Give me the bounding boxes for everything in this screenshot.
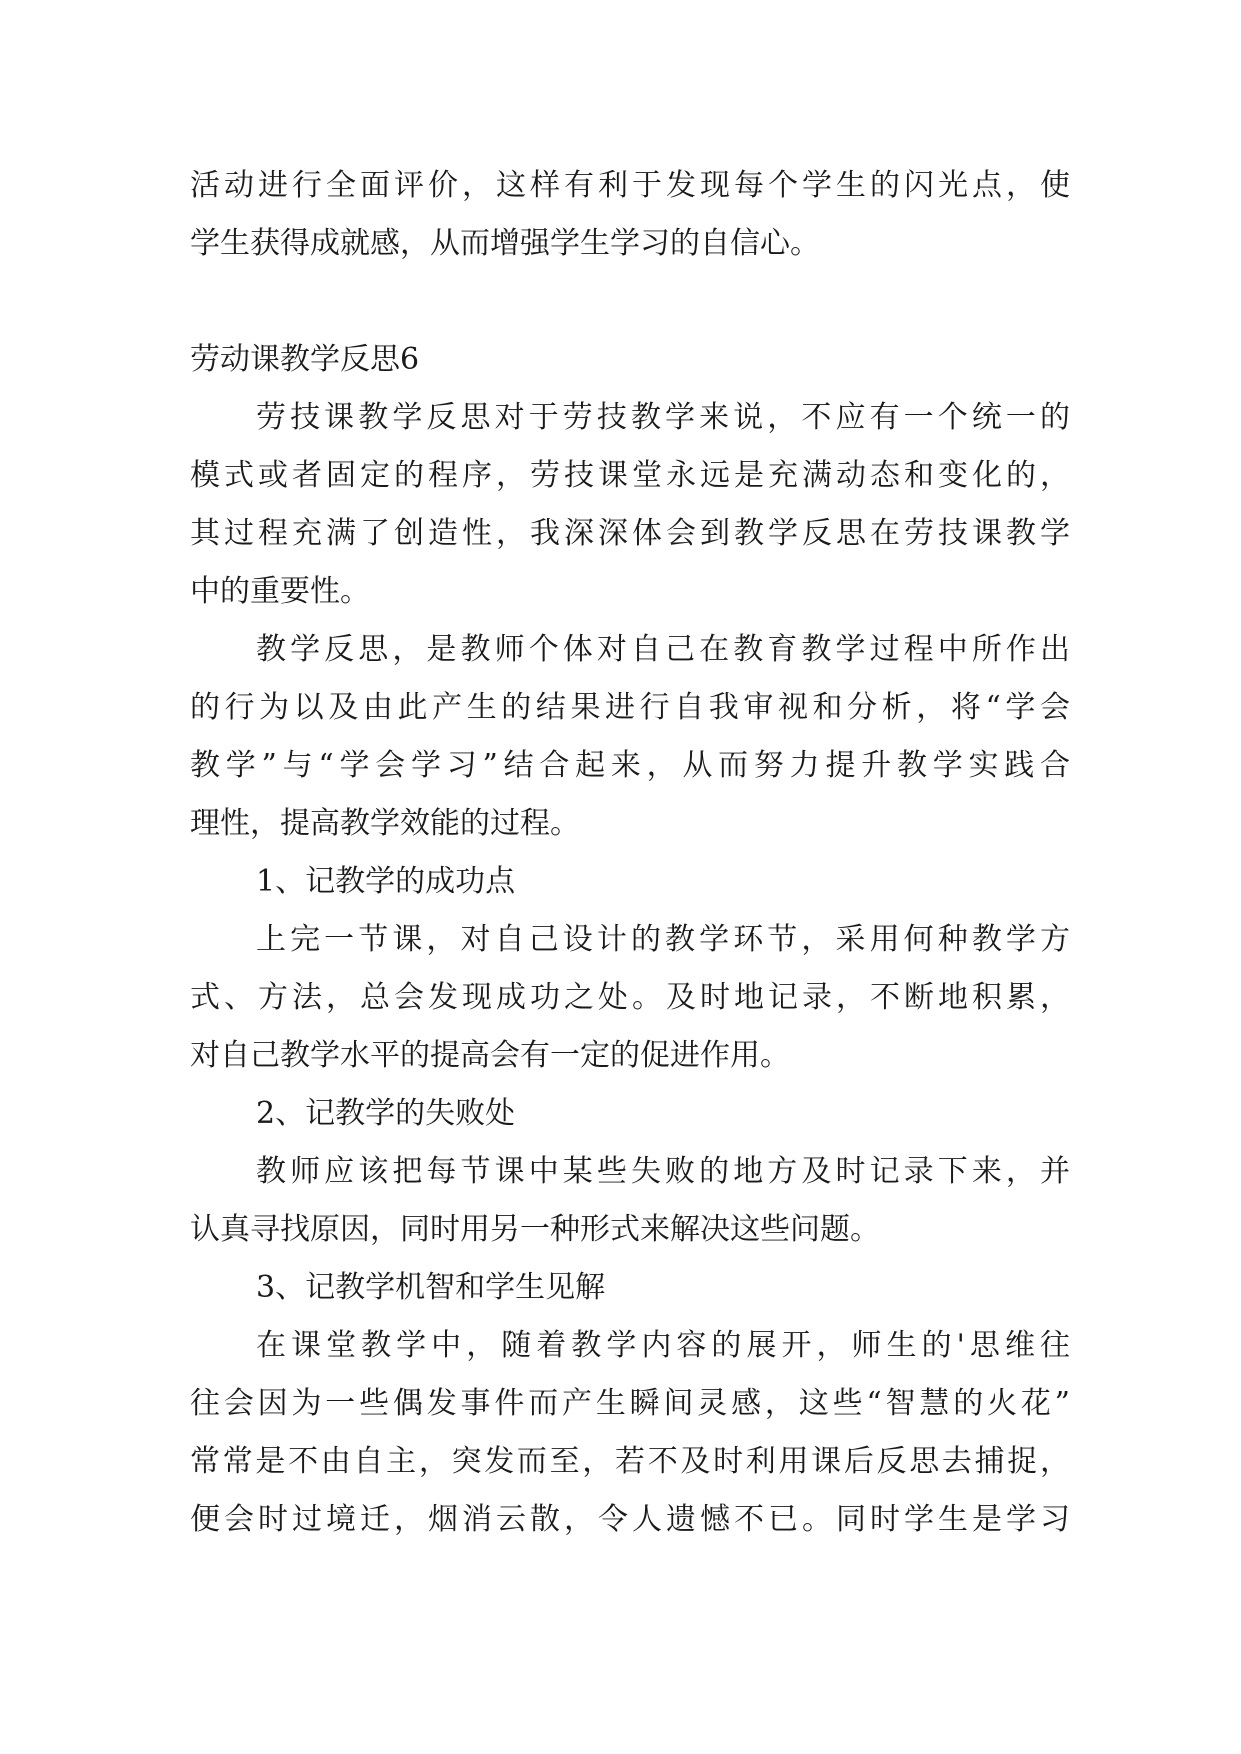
paragraph-line: 式、方法，总会发现成功之处。及时地记录，不断地积累， (190, 980, 1070, 1015)
paragraph-line: 教师应该把每节课中某些失败的地方及时记录下来，并 (256, 1154, 1070, 1189)
subheading: 2、记教学的失败处 (256, 1096, 516, 1131)
paragraph-line: 理性，提高教学效能的过程。 (190, 806, 580, 841)
paragraph-line: 劳技课教学反思对于劳技教学来说，不应有一个统一的 (256, 400, 1070, 435)
subheading: 1、记教学的成功点 (256, 864, 516, 899)
paragraph-line: 中的重要性。 (190, 574, 370, 609)
paragraph-line: 教学”与“学会学习”结合起来，从而努力提升教学实践合 (190, 748, 1070, 783)
paragraph-line: 其过程充满了创造性，我深深体会到教学反思在劳技课教学 (190, 516, 1070, 551)
subheading: 3、记教学机智和学生见解 (256, 1270, 606, 1305)
paragraph-line: 往会因为一些偶发事件而产生瞬间灵感，这些“智慧的火花” (190, 1386, 1070, 1421)
paragraph-line: 教学反思，是教师个体对自己在教育教学过程中所作出 (256, 632, 1070, 667)
paragraph-line: 在课堂教学中，随着教学内容的展开，师生的'思维往 (256, 1328, 1070, 1363)
paragraph-line: 的行为以及由此产生的结果进行自我审视和分析，将“学会 (190, 690, 1070, 725)
paragraph-line: 模式或者固定的程序，劳技课堂永远是充满动态和变化的， (190, 458, 1070, 493)
paragraph-line: 对自己教学水平的提高会有一定的促进作用。 (190, 1038, 790, 1073)
paragraph-line: 上完一节课，对自己设计的教学环节，采用何种教学方 (256, 922, 1070, 957)
paragraph-line: 活动进行全面评价，这样有利于发现每个学生的闪光点，使 (190, 168, 1070, 203)
section-title: 劳动课教学反思6 (190, 342, 420, 377)
paragraph-line: 便会时过境迁，烟消云散，令人遗憾不已。同时学生是学习 (190, 1502, 1070, 1537)
paragraph-line: 常常是不由自主，突发而至，若不及时利用课后反思去捕捉， (190, 1444, 1070, 1479)
paragraph-line: 学生获得成就感，从而增强学生学习的自信心。 (190, 226, 820, 261)
paragraph-line: 认真寻找原因，同时用另一种形式来解决这些问题。 (190, 1212, 880, 1247)
